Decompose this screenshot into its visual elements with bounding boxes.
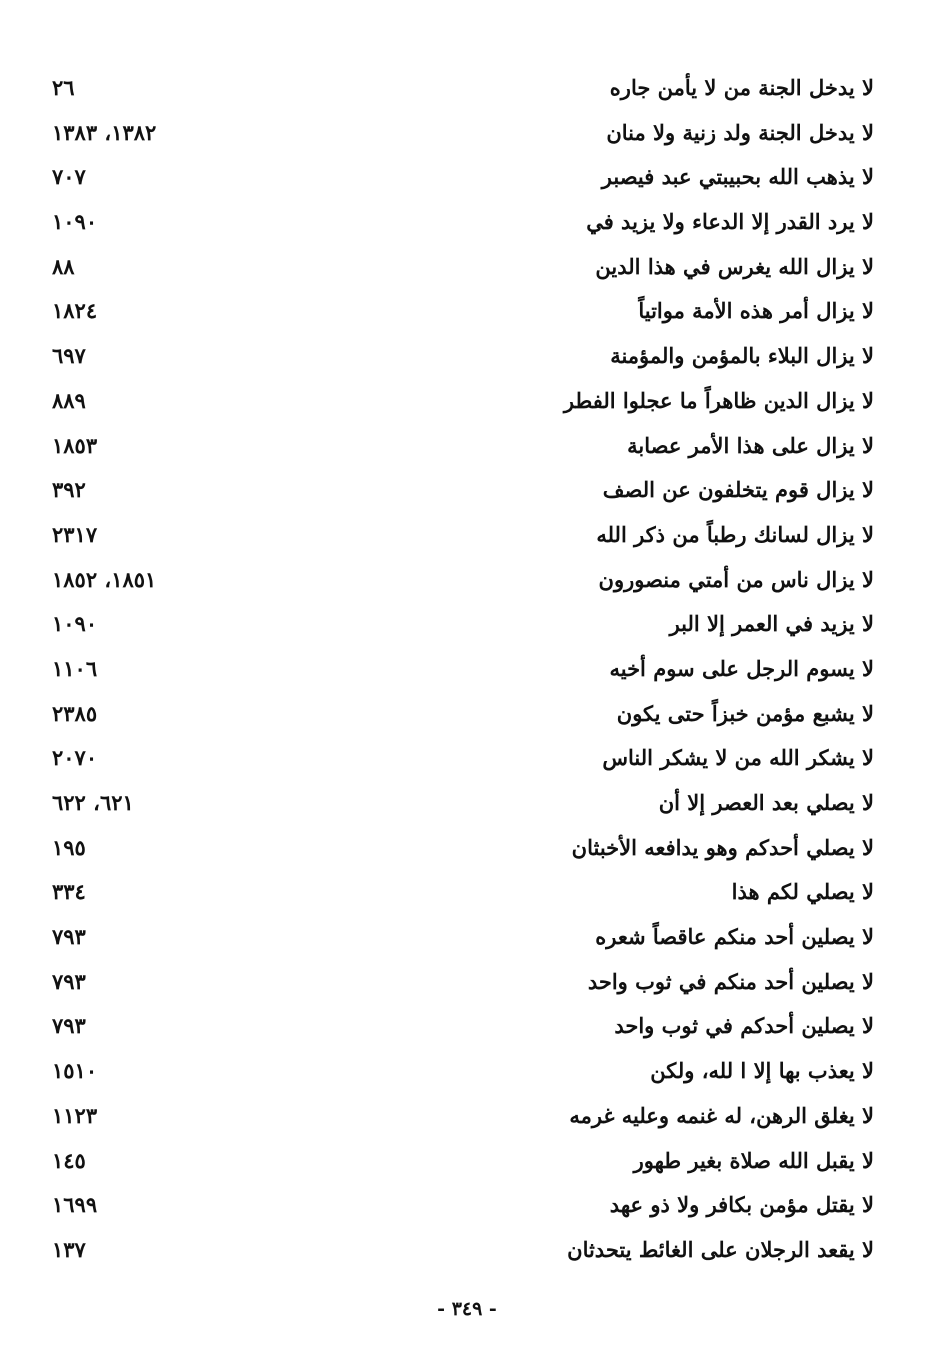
- hadith-text: لا يصلي بعد العصر إلا أن: [658, 790, 874, 815]
- hadith-number: ٢٠٧٠: [52, 745, 98, 771]
- hadith-text: لا يزال البلاء بالمؤمن والمؤمنة: [610, 343, 874, 369]
- hadith-text: لا يصلين أحد منكم عاقصاً شعره: [595, 924, 874, 950]
- hadith-number: ٧٠٧: [52, 164, 86, 190]
- hadith-text: لا يذهب الله بحبيبتي عبد فيصبر: [601, 164, 874, 190]
- hadith-text: لا يصلي أحدكم وهو يدافعه الأخبثان: [571, 834, 874, 860]
- index-entry: [0, 648, 934, 693]
- page-number: - ٣٤٩ -: [437, 1298, 497, 1320]
- hadith-text: لا يرد القدر إلا الدعاء ولا يزيد في: [586, 209, 874, 235]
- index-entry: [0, 782, 934, 827]
- index-entry: [0, 603, 934, 648]
- hadith-number: ١٨٢٤: [52, 298, 98, 324]
- index-entry: [0, 1005, 934, 1050]
- hadith-text: لا يقبل الله صلاة بغير طهور: [633, 1147, 874, 1173]
- index-entry: [0, 469, 934, 514]
- hadith-number: ٦٩٧: [52, 343, 86, 369]
- hadith-number: ٧٩٣: [52, 968, 86, 994]
- hadith-number: ٨٨: [52, 253, 75, 279]
- hadith-text: لا يغلق الرهن، له غنمه وعليه غرمه: [569, 1102, 874, 1128]
- hadith-number: ١٠٩٠: [52, 611, 98, 637]
- hadith-number: ٧٩٣: [52, 1013, 86, 1039]
- hadith-text: لا يزال أمر هذه الأمة مواتياً: [638, 298, 874, 324]
- hadith-text: لا يقعد الرجلان على الغائط يتحدثان: [567, 1236, 874, 1262]
- hadith-number: ٢٦: [52, 75, 75, 100]
- hadith-number: ١١٢٣: [52, 1102, 98, 1128]
- index-entry: [0, 827, 934, 872]
- index-entry: [0, 156, 934, 201]
- hadith-number: ٢٣٨٥: [52, 700, 98, 726]
- hadith-number: ٢٣١٧: [52, 521, 98, 547]
- hadith-number: ٦٢١، ٦٢٢: [52, 790, 134, 815]
- hadith-text: لا يزال ناس من أمتي منصورون: [598, 566, 874, 592]
- hadith-number: ٨٨٩: [52, 387, 86, 413]
- hadith-number: ١٦٩٩: [52, 1192, 98, 1218]
- hadith-text: لا يدخل الجنة ولد زنية ولا منان: [606, 119, 874, 145]
- index-entry: [0, 1095, 934, 1140]
- index-entry: [0, 290, 934, 335]
- hadith-number: ١٤٥: [52, 1147, 86, 1173]
- hadith-number: ١٨٥١، ١٨٥٢: [52, 566, 157, 592]
- index-entry: [0, 559, 934, 604]
- index-entry: [0, 67, 934, 112]
- index-entry: [0, 737, 934, 782]
- hadith-text: لا يعذب بها إلا ا لله، ولكن: [650, 1058, 874, 1084]
- index-entry: [0, 961, 934, 1006]
- hadith-number: ٣٩٢: [52, 477, 86, 503]
- hadith-text: لا يزيد في العمر إلا البر: [669, 611, 874, 637]
- index-entry: [0, 246, 934, 291]
- hadith-text: لا يقتل مؤمن بكافر ولا ذو عهد: [609, 1192, 874, 1218]
- hadith-number: ١١٠٦: [52, 655, 98, 681]
- index-entry: [0, 335, 934, 380]
- index-entry: [0, 425, 934, 470]
- hadith-text: لا يزال الدين ظاهراً ما عجلوا الفطر: [563, 387, 874, 413]
- hadith-number: ٣٣٤: [52, 879, 86, 905]
- hadith-text: لا يزال لسانك رطباً من ذكر الله: [596, 521, 874, 547]
- hadith-number: ١٥١٠: [52, 1058, 98, 1084]
- index-entry: [0, 1229, 934, 1274]
- index-entry: [0, 1184, 934, 1229]
- hadith-text: لا يزال قوم يتخلفون عن الصف: [602, 477, 874, 503]
- index-entry: [0, 871, 934, 916]
- hadith-text: لا يزال على هذا الأمر عصابة: [627, 432, 874, 458]
- hadith-text: لا يشكر الله من لا يشكر الناس: [602, 745, 874, 771]
- hadith-text: لا يصلين أحد منكم في ثوب واحد: [587, 968, 874, 994]
- hadith-text: لا يصلين أحدكم في ثوب واحد: [614, 1013, 874, 1039]
- hadith-number: ١٩٥: [52, 834, 86, 860]
- index-entry: [0, 380, 934, 425]
- index-entry: [0, 693, 934, 738]
- hadith-number: ١٠٩٠: [52, 209, 98, 235]
- index-entry: [0, 1140, 934, 1185]
- index-entry: [0, 514, 934, 559]
- hadith-text: لا يسوم الرجل على سوم أخيه: [609, 655, 874, 681]
- hadith-number: ١٣٨٢، ١٣٨٣: [52, 119, 157, 145]
- hadith-text: لا يصلي لكم هذا: [731, 879, 874, 905]
- index-entry: [0, 112, 934, 157]
- hadith-text: لا يشبع مؤمن خبزاً حتى يكون: [616, 700, 874, 726]
- hadith-number: ١٨٥٣: [52, 432, 98, 458]
- hadith-number: ٧٩٣: [52, 924, 86, 950]
- index-list: [0, 67, 934, 1274]
- hadith-text: لا يدخل الجنة من لا يأمن جاره: [609, 75, 874, 100]
- hadith-text: لا يزال الله يغرس في هذا الدين: [595, 253, 874, 279]
- index-entry: [0, 1050, 934, 1095]
- hadith-number: ١٣٧: [52, 1236, 86, 1262]
- index-entry: [0, 916, 934, 961]
- index-entry: [0, 201, 934, 246]
